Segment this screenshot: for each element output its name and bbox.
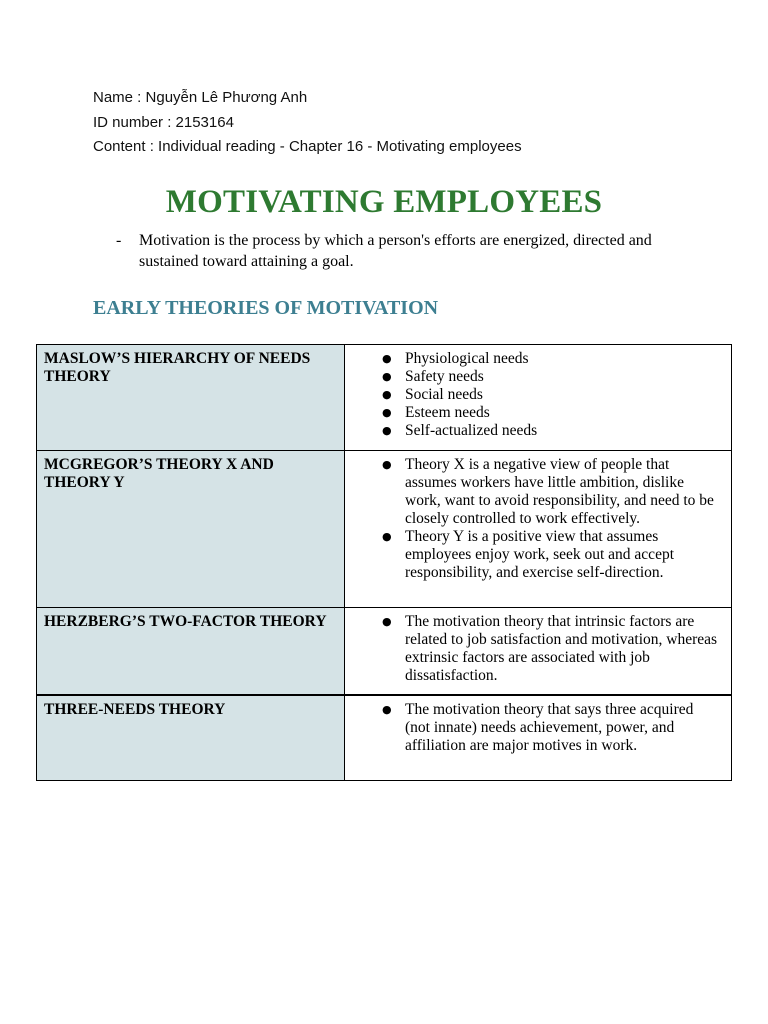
list-item: ● Social needs bbox=[352, 386, 725, 404]
list-item: ● Physiological needs bbox=[352, 350, 725, 368]
list-item: ● Self-actualized needs bbox=[352, 422, 725, 440]
document-header bbox=[93, 86, 522, 160]
theory-details-cell bbox=[345, 608, 732, 696]
content-line: Content : Individual reading - Chapter 16 - Motivating employees bbox=[93, 138, 522, 155]
list-item: ● Theory X is a negative view of people that assumes workers have little ambition, dislike work, want to avoid responsibility, and need to be closely controlled to work effectively. bbox=[352, 456, 725, 528]
table-row bbox=[37, 695, 732, 781]
bullet-list bbox=[352, 613, 725, 685]
table-row bbox=[37, 345, 732, 451]
theory-details-cell bbox=[345, 451, 732, 608]
theory-name-cell: THREE-NEEDS THEORY bbox=[37, 695, 345, 781]
definition-text: Motivation is the process by which a person's efforts are energized, directed and sustained toward attaining a goal. bbox=[139, 232, 652, 270]
name-line: Name : Nguyễn Lê Phương Anh bbox=[93, 89, 308, 106]
page-title: MOTIVATING EMPLOYEES bbox=[165, 184, 603, 220]
list-item: ● Theory Y is a positive view that assumes employees enjoy work, seek out and accept responsibility, and exercise self-direction. bbox=[352, 528, 725, 582]
theory-name-cell: HERZBERG’S TWO-FACTOR THEORY bbox=[37, 608, 345, 696]
theory-details-cell bbox=[345, 695, 732, 781]
theory-name-cell: MCGREGOR’S THEORY X AND THEORY Y bbox=[37, 451, 345, 608]
id-line: ID number : 2153164 bbox=[93, 113, 234, 131]
list-item: ● The motivation theory that intrinsic factors are related to job satisfaction and motivation, whereas extrinsic factors are associated with job dissatisfaction. bbox=[352, 613, 725, 685]
dash-bullet: - bbox=[116, 232, 122, 249]
theory-details-cell bbox=[345, 345, 732, 451]
definition-item bbox=[116, 230, 656, 272]
section-title: EARLY THEORIES OF MOTIVATION bbox=[93, 297, 439, 319]
theory-name-cell: MASLOW’S HIERARCHY OF NEEDS THEORY bbox=[37, 345, 345, 451]
list-item: ● The motivation theory that says three acquired (not innate) needs achievement, power, and affiliation are major motives in work. bbox=[352, 701, 725, 755]
bullet-list bbox=[352, 701, 725, 755]
table-row bbox=[37, 451, 732, 608]
bullet-list bbox=[352, 350, 725, 440]
table-row bbox=[37, 608, 732, 696]
list-item: ● Safety needs bbox=[352, 368, 725, 386]
list-item: ● Esteem needs bbox=[352, 404, 725, 422]
theories-table bbox=[36, 344, 732, 781]
bullet-list bbox=[352, 456, 725, 582]
